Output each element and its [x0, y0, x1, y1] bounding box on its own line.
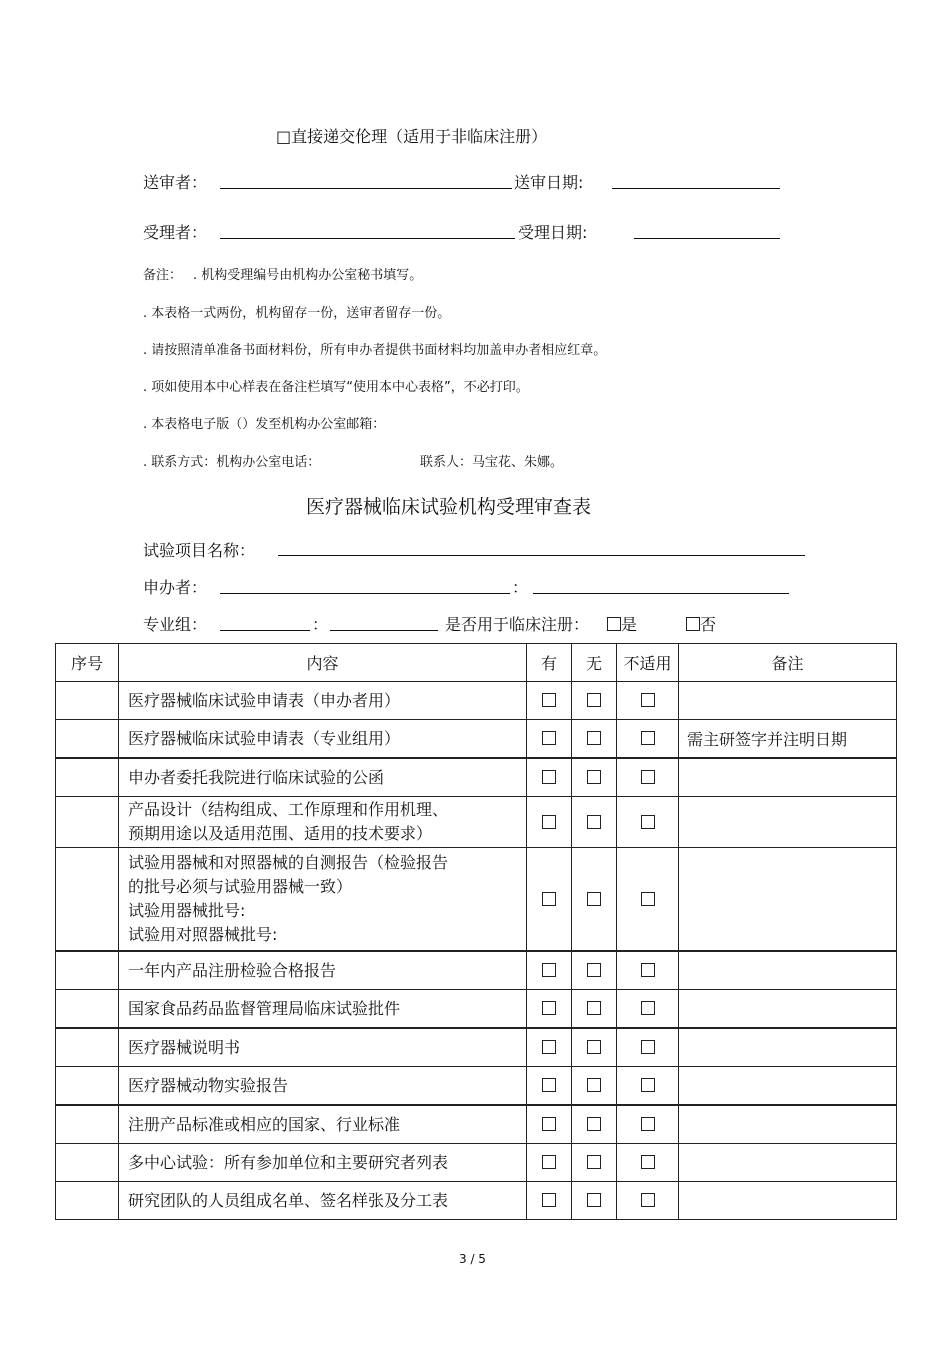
row-content-cell [119, 848, 527, 952]
row-content-line: 的批号必须与试验用器械一致） [128, 877, 353, 896]
checkbox-icon[interactable] [641, 1040, 655, 1054]
checkbox-icon[interactable] [587, 1040, 601, 1054]
checkbox-icon[interactable] [607, 617, 621, 631]
specialty-label: 专业组： [143, 615, 208, 634]
row-yes-cell [527, 1182, 572, 1220]
row-no-cell [572, 720, 617, 759]
checkbox-icon[interactable] [542, 815, 556, 829]
row-content-cell [119, 797, 527, 848]
checkbox-icon[interactable] [641, 693, 655, 707]
row-yes-cell [527, 951, 572, 990]
row-index-cell [56, 720, 119, 759]
receive-date-field[interactable] [634, 238, 780, 239]
table-row [56, 1067, 897, 1106]
row-content-cell [119, 1028, 527, 1067]
row-yes-cell [527, 720, 572, 759]
row-content-line: 国家食品药品监督管理局临床试验批件 [128, 998, 401, 1018]
row-note-cell[interactable] [679, 848, 897, 952]
notes-prefix: 备注： [143, 268, 183, 283]
row-na-cell [617, 758, 679, 797]
row-na-cell [617, 848, 679, 952]
row-na-cell [617, 1182, 679, 1220]
note-item: . 项如使用本中心样表在备注栏填写“使用本中心表格”，不必打印。 [143, 380, 529, 395]
project-name-field[interactable] [278, 555, 805, 556]
sponsor-contact-field[interactable] [533, 593, 789, 594]
sponsor-label: 申办者： [143, 578, 208, 597]
header-no: 无 [572, 644, 617, 682]
row-content-line: 预期用途以及适用范围、适用的技术要求） [128, 824, 433, 843]
row-content-cell [119, 682, 527, 720]
row-yes-cell [527, 682, 572, 720]
row-na-cell [617, 1105, 679, 1144]
checkbox-icon[interactable] [542, 1155, 556, 1169]
row-content-cell [119, 1144, 527, 1182]
checkbox-icon[interactable] [641, 1001, 655, 1015]
row-content-line: 试验用器械和对照器械的自测报告（检验报告 [128, 853, 449, 872]
review-table [55, 643, 897, 1220]
row-index-cell [56, 1105, 119, 1144]
row-na-cell [617, 951, 679, 990]
specialty-colon: ： [312, 615, 329, 634]
checkbox-icon[interactable] [587, 892, 601, 906]
header-na: 不适用 [617, 644, 679, 682]
checkbox-icon[interactable] [542, 1193, 556, 1207]
row-note-cell[interactable] [679, 990, 897, 1029]
row-note-cell[interactable] [679, 758, 897, 797]
row-yes-cell [527, 1067, 572, 1106]
checkbox-icon[interactable] [587, 1001, 601, 1015]
table-row [56, 682, 897, 720]
note-item: . 本表格一式两份，机构留存一份，送审者留存一份。 [143, 306, 451, 321]
page-number: 3 / 5 [459, 1252, 486, 1266]
clinical-reg-yes[interactable] [607, 612, 637, 635]
note-item: . 请按照清单准备书面材料份，所有申办者提供书面材料均加盖申办者相应红章。 [143, 343, 607, 358]
no-label: 否 [700, 615, 717, 634]
row-note-cell[interactable] [679, 1182, 897, 1220]
checkbox-icon[interactable] [542, 1078, 556, 1092]
row-content-line: 试验用对照器械批号: [128, 925, 278, 944]
project-name-label: 试验项目名称： [143, 541, 256, 560]
row-no-cell [572, 990, 617, 1029]
specialty-contact-field[interactable] [330, 630, 438, 631]
row-yes-cell [527, 1144, 572, 1182]
table-row [56, 1028, 897, 1067]
row-content-line: 医疗器械临床试验申请表（申办者用） [128, 690, 401, 710]
row-content-line: 多中心试验：所有参加单位和主要研究者列表 [128, 1152, 449, 1172]
row-yes-cell [527, 990, 572, 1029]
row-content-line: 申办者委托我院进行临床试验的公函 [128, 767, 385, 787]
table-row [56, 720, 897, 759]
row-index-cell [56, 848, 119, 952]
row-index-cell [56, 1067, 119, 1106]
row-yes-cell [527, 758, 572, 797]
row-note-cell[interactable] [679, 1105, 897, 1144]
table-row [56, 797, 897, 848]
submitter-field[interactable] [220, 188, 512, 189]
row-note-cell[interactable] [679, 682, 897, 720]
row-no-cell [572, 951, 617, 990]
checkbox-icon[interactable] [641, 963, 655, 977]
note-item: . 机构受理编号由机构办公室秘书填写。 [193, 268, 423, 283]
checkbox-icon[interactable] [587, 1193, 601, 1207]
checkbox-icon[interactable] [587, 693, 601, 707]
row-no-cell [572, 682, 617, 720]
row-no-cell [572, 1144, 617, 1182]
row-content-line: 一年内产品注册检验合格报告 [128, 960, 337, 980]
row-na-cell [617, 720, 679, 759]
row-content-cell [119, 758, 527, 797]
clinical-reg-label: 是否用于临床注册： [445, 615, 590, 634]
checkbox-icon[interactable] [542, 731, 556, 745]
receiver-field[interactable] [220, 238, 515, 239]
header-index: 序号 [56, 644, 119, 682]
row-na-cell [617, 1067, 679, 1106]
table-row [56, 990, 897, 1029]
row-na-cell [617, 797, 679, 848]
submit-date-label: 送审日期: [514, 173, 584, 192]
row-note-cell[interactable] [679, 1144, 897, 1182]
note-item: . 本表格电子版（）发至机构办公室邮箱： [143, 417, 386, 432]
row-content-cell [119, 720, 527, 759]
row-content-line: 医疗器械临床试验申请表（专业组用） [128, 728, 401, 748]
row-na-cell [617, 1144, 679, 1182]
row-no-cell [572, 758, 617, 797]
row-index-cell [56, 1144, 119, 1182]
table-row [56, 848, 897, 952]
header-note: 备注 [679, 644, 897, 682]
row-na-cell [617, 1028, 679, 1067]
row-yes-cell [527, 1105, 572, 1144]
row-note-cell[interactable]: 需主研签字并注明日期 [679, 720, 897, 759]
table-row [56, 1105, 897, 1144]
form-title: 医疗器械临床试验机构受理审查表 [306, 496, 592, 518]
row-content-line: 产品设计（结构组成、工作原理和作用机理、 [128, 800, 449, 819]
row-content-line: 注册产品标准或相应的国家、行业标准 [128, 1114, 401, 1134]
row-content-line: 试验用器械批号: [128, 901, 246, 920]
row-content-cell [119, 1105, 527, 1144]
row-no-cell [572, 848, 617, 952]
row-index-cell [56, 1028, 119, 1067]
sponsor-field[interactable] [220, 593, 510, 594]
header-content: 内容 [119, 644, 527, 682]
checkbox-icon[interactable] [587, 963, 601, 977]
row-no-cell [572, 1105, 617, 1144]
receiver-label: 受理者： [143, 223, 208, 242]
checkbox-icon[interactable] [641, 770, 655, 784]
checkbox-icon[interactable] [641, 1193, 655, 1207]
table-row [56, 1182, 897, 1220]
row-note-cell[interactable] [679, 1067, 897, 1106]
checkbox-icon[interactable] [641, 815, 655, 829]
checkbox-icon[interactable] [542, 1117, 556, 1131]
specialty-field[interactable] [220, 630, 310, 631]
table-row [56, 1144, 897, 1182]
checkbox-icon[interactable] [587, 1155, 601, 1169]
submit-date-field[interactable] [612, 188, 780, 189]
submitter-label: 送审者： [143, 173, 208, 192]
checkbox-icon[interactable] [542, 963, 556, 977]
table-header [56, 644, 897, 682]
row-na-cell [617, 990, 679, 1029]
row-note-cell[interactable] [679, 951, 897, 990]
checkbox-icon[interactable] [542, 1001, 556, 1015]
row-index-cell [56, 758, 119, 797]
checkbox-icon[interactable] [587, 1078, 601, 1092]
row-content-line: 医疗器械说明书 [128, 1037, 241, 1057]
row-no-cell [572, 1182, 617, 1220]
row-index-cell [56, 951, 119, 990]
checkbox-icon[interactable] [641, 1078, 655, 1092]
row-no-cell [572, 1067, 617, 1106]
checkbox-icon[interactable] [641, 892, 655, 906]
receive-date-label: 受理日期: [518, 223, 588, 242]
table-row [56, 758, 897, 797]
checkbox-icon[interactable] [542, 1040, 556, 1054]
row-index-cell [56, 990, 119, 1029]
header-yes: 有 [527, 644, 572, 682]
row-note-cell[interactable] [679, 797, 897, 848]
table-row [56, 951, 897, 990]
checkbox-icon[interactable] [542, 693, 556, 707]
row-na-cell [617, 682, 679, 720]
checkbox-icon[interactable] [587, 815, 601, 829]
direct-ethics-option[interactable]: □直接递交伦理（适用于非临床注册） [276, 127, 548, 146]
row-yes-cell [527, 1028, 572, 1067]
yes-label: 是 [621, 615, 638, 634]
row-content-line: 医疗器械动物实验报告 [128, 1075, 289, 1095]
row-no-cell [572, 797, 617, 848]
row-index-cell [56, 797, 119, 848]
checkbox-icon[interactable] [587, 731, 601, 745]
row-content-cell [119, 1182, 527, 1220]
checkbox-icon[interactable] [587, 1117, 601, 1131]
sponsor-colon: ： [512, 578, 529, 597]
checkbox-icon[interactable] [641, 731, 655, 745]
checkbox-icon[interactable] [542, 892, 556, 906]
row-yes-cell [527, 848, 572, 952]
contact-person: 联系人：马宝花、朱娜。 [420, 455, 564, 470]
row-content-cell [119, 1067, 527, 1106]
checkbox-icon[interactable] [686, 617, 700, 631]
row-content-line: 研究团队的人员组成名单、签名样张及分工表 [128, 1190, 449, 1210]
row-no-cell [572, 1028, 617, 1067]
row-yes-cell [527, 797, 572, 848]
row-index-cell [56, 682, 119, 720]
row-note-cell[interactable] [679, 1028, 897, 1067]
checkbox-icon[interactable] [542, 770, 556, 784]
row-content-cell [119, 951, 527, 990]
contact-way: . 联系方式：机构办公室电话： [143, 455, 321, 470]
checkbox-icon[interactable] [587, 770, 601, 784]
row-index-cell [56, 1182, 119, 1220]
clinical-reg-no[interactable] [686, 612, 716, 635]
row-content-cell [119, 990, 527, 1029]
checkbox-icon[interactable] [641, 1117, 655, 1131]
checkbox-icon[interactable] [641, 1155, 655, 1169]
